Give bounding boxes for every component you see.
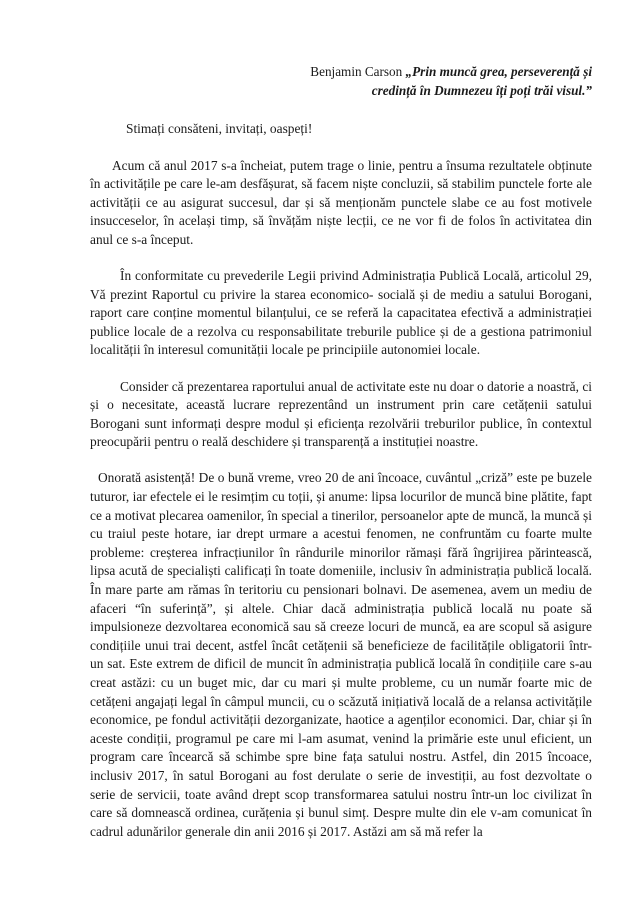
greeting: Stimați consăteni, invitați, oaspeți! bbox=[126, 121, 313, 136]
epigraph-line-2 bbox=[200, 81, 592, 100]
paragraph-4: Onorată asistență! De o bună vreme, vreo 20 de ani încoace, cuvântul „criză” este pe buzele tuturor, iar efectele ei le resimțim cu toții, și anume: lipsa locurilor de muncă bine plătite, fapt ce a motivat plecarea oamenilor, în special a tinerilor, persoanelor apte de muncă, la muncă și cu traiul peste hotare, iar drept urmare a acestui fenomen, ne confruntăm cu foarte multe probleme: creșterea infracțiunilor în rândurile minorilor rămași fără îngrijirea părintească, lipsa acută de specialiști calificați în toate domeniile, inclusiv în administrația publică locală. În mare parte am rămas în teritoriu cu pensionari bolnavi. De asemenea, avem un mediu de afaceri “în suferință”, și altele. Chiar dacă administrația publică locală nu poate să impulsioneze dezvoltarea economică sau să creeze locuri de muncă, ea are scopul să asigure condițiile unui trai decent, astfel încât cetățenii să beneficieze de facilitățile obligatorii într-un sat. Este extrem de dificil de muncit în administrația publică locală în condițiile care s-au creat astăzi: cu un buget mic, dar cu mari și multe probleme, cu un număr foarte mic de cetățeni angajați legal în câmpul muncii, cu o scăzută inițiativă locală de a relansa activitățile economice, pe fondul activității dezorganizate, haotice a agenților economici. Dar, chiar și în aceste condiții, programul pe care mi l-am asumat, venind la primărie este unul eficient, un program care încearcă să schimbe spre bine fața satului nostru. Astfel, din 2015 încoace, inclusiv 2017, în satul Borogani au fost derulate o serie de investiții, au fost dezvoltate o serie de servicii, toate având drept scop transformarea satului nostru într-un loc civilizat în care să domnească ordinea, curățenia și bunul simț. Despre multe din ele v-am comunicat în cadrul adunărilor generale din anii 2016 și 2017. Astăzi am să mă refer la bbox=[90, 470, 592, 839]
paragraph-2: În conformitate cu prevederile Legii privind Administrația Publică Locală, articolul 29, Vă prezint Raportul cu privire la starea economico- socială și de mediu a satului Borogani, raport care conține momentul bilanțului, ce se referă la capacitatea efectivă a administrației publice locale de a rezolva cu responsabilitate treburile publice și de a gestiona patrimoniul localității în interesul comunității locale pe principiile autonomiei locale. bbox=[90, 268, 592, 358]
epigraph-quote-part-1: „Prin muncă grea, perseverență și bbox=[405, 64, 592, 79]
epigraph-author: Benjamin Carson bbox=[310, 64, 406, 79]
epigraph bbox=[200, 62, 592, 100]
paragraph-3: Consider că prezentarea raportului anual de activitate este nu doar o datorie a noastră, ci și o necesitate, această lucrare reprezentând un instrument prin care cetățenii satului Borogani sunt informați despre modul și eficiența rezolvării treburilor publice, în contextul preocupării pentru o reală deschidere și transparență a instituției noastre. bbox=[90, 378, 592, 450]
document-body bbox=[90, 120, 592, 859]
epigraph-quote-part-2: credință în Dumnezeu îți poți trăi visul.” bbox=[371, 83, 592, 98]
epigraph-line-1 bbox=[200, 62, 592, 81]
paragraph-1: Acum că anul 2017 s-a încheiat, putem trage o linie, pentru a însuma rezultatele obținute în activitățile pe care le-am desfășurat, să facem niște concluzii, să stabilim punctele forte ale activității ce au asigurat succesul, dar și să menționăm punctele slabe ce au fost motivele insucceselor, în același timp, să învățăm niște lecții, ce ne vor fi de folos în activitatea din anul ce s-a început. bbox=[90, 157, 592, 247]
